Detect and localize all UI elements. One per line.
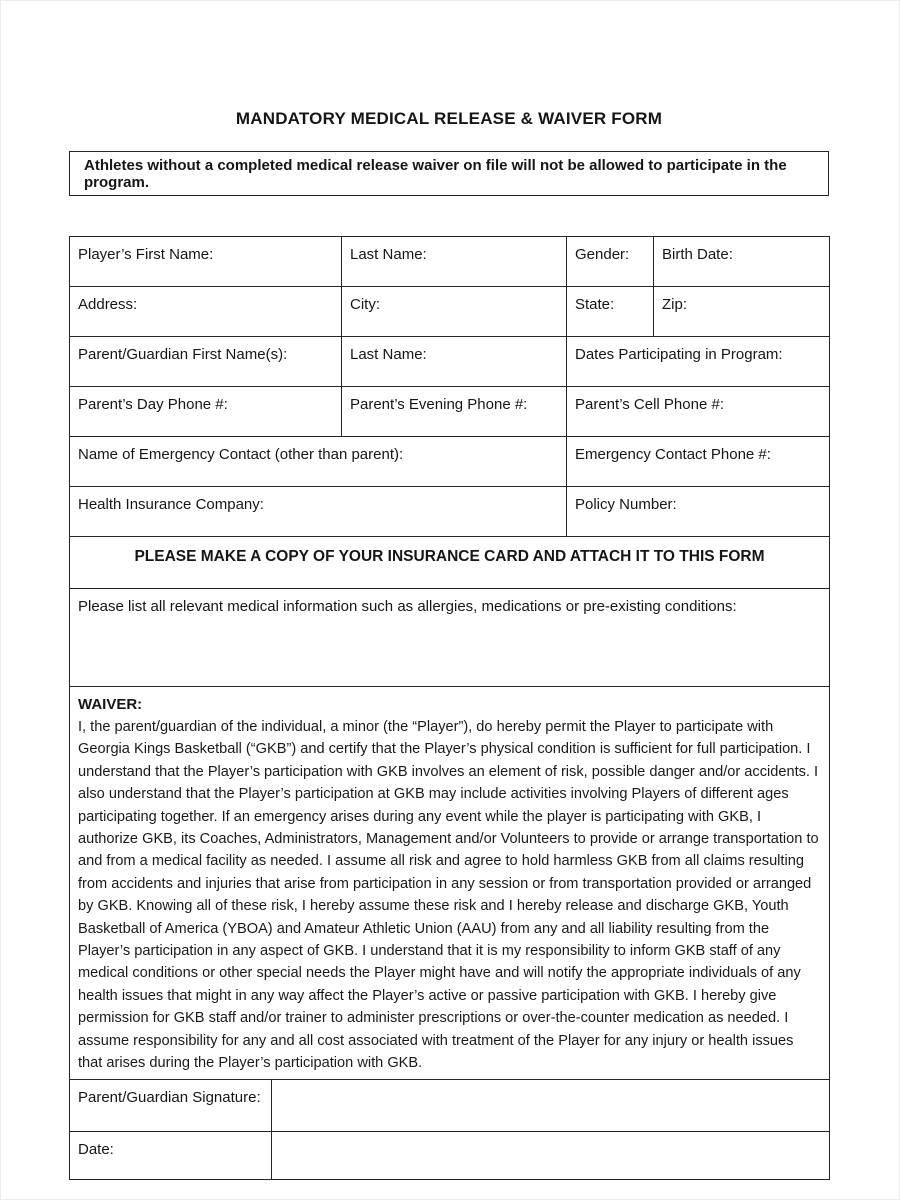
field-signature-label: Parent/Guardian Signature: [70,1079,272,1131]
signature-table [69,1079,830,1180]
row-signature [70,1079,830,1131]
field-policy-number: Policy Number: [567,487,830,537]
waiver-cell [70,687,830,1080]
field-player-last-name: Last Name: [342,237,567,287]
field-birth-date: Birth Date: [654,237,830,287]
notice-box [69,151,829,196]
row-insurance-instruction [70,537,830,589]
field-player-first-name: Player’s First Name: [70,237,342,287]
field-parent-last-name: Last Name: [342,337,567,387]
field-city: City: [342,287,567,337]
row-address [70,287,830,337]
field-parent-day-phone: Parent’s Day Phone #: [70,387,342,437]
field-emergency-contact-phone: Emergency Contact Phone #: [567,437,830,487]
field-parent-evening-phone: Parent’s Evening Phone #: [342,387,567,437]
field-emergency-contact-name: Name of Emergency Contact (other than parent): [70,437,567,487]
document-content [69,1,829,1180]
date-write-area [272,1131,830,1179]
field-zip: Zip: [654,287,830,337]
field-parent-first-name: Parent/Guardian First Name(s): [70,337,342,387]
page-title: MANDATORY MEDICAL RELEASE & WAIVER FORM [235,109,663,128]
row-waiver [70,687,830,1080]
field-parent-cell-phone: Parent’s Cell Phone #: [567,387,830,437]
row-insurance [70,487,830,537]
row-date [70,1131,830,1179]
waiver-body: I, the parent/guardian of the individual, a minor (the “Player”), do hereby permit the Player to participate with Georgia Kings Basketball (“GKB”) and certify that the Player’s physical condition is sufficient for full participation. I understand that the Player’s participation with GKB involves an element of risk, possible danger and/or accidents. I also understand that the Player’s participation at GKB may include activities involving Players of different ages participating together. If an emergency arises during any event while the player is participating with GKB, I authorize GKB, its Coaches, Administrators, Management and/or Volunteers to provide or arrange transportation to and from a medical facility as needed. I assume all risk and agree to hold harmless GKB from all claims resulting from accidents and injuries that arise from participation in any session or from transportation provided or arranged by GKB. Knowing all of these risk, I hereby assume these risk and I hereby release and discharge GKB, Youth Basketball of America (YBOA) and Amateur Athletic Union (AAU) from any and all liability resulting from the Player’s participation in any aspect of GKB. I understand that it is my responsibility to inform GKB staff of any medical conditions or other special needs the Player might have and will notify the appropriate individuals of any health issues that might in any way affect the Player’s active or passive participation with GKB. I hereby give permission for GKB staff and/or trainer to administer prescriptions or over-the-counter medication as needed. I assume responsibility for any and all cost associated with treatment of the Player for any injury or health issues that arises during the Player’s participation with GKB. [78,719,819,1072]
row-player-name [70,237,830,287]
field-state: State: [567,287,654,337]
notice-text: Athletes without a completed medical release waiver on file will not be allowed to participate in the program. [84,156,787,191]
waiver-heading: WAIVER: [78,696,143,713]
field-dates-participating: Dates Participating in Program: [567,337,830,387]
insurance-instruction: PLEASE MAKE A COPY OF YOUR INSURANCE CARD AND ATTACH IT TO THIS FORM [70,537,830,589]
form-table [69,236,830,1080]
field-gender: Gender: [567,237,654,287]
row-parent-name [70,337,830,387]
field-medical-info: Please list all relevant medical information such as allergies, medications or pre-existing conditions: [70,589,830,687]
field-address: Address: [70,287,342,337]
row-emergency-contact [70,437,830,487]
field-health-insurance-company: Health Insurance Company: [70,487,567,537]
row-medical-info [70,589,830,687]
signature-write-area [272,1079,830,1131]
field-date-label: Date: [70,1131,272,1179]
row-phones [70,387,830,437]
